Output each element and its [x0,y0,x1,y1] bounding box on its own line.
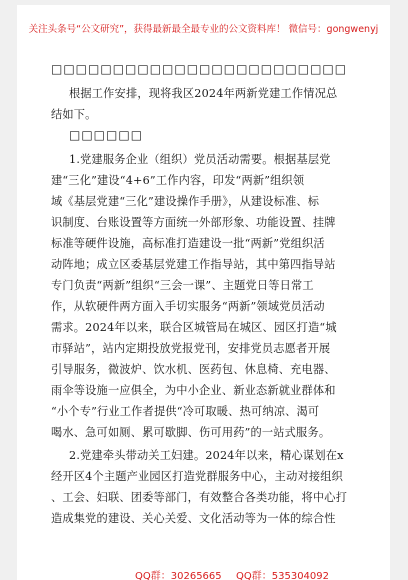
footer-qq-group-2: QQ群：535304092 [236,571,330,580]
paragraph1-line: 作，从软硬件两方面入手切实服务“两新”领域党员活动 [51,300,325,313]
paragraph1-line: 建“三化”建设“4+6”工作内容，印发“两新”组织领 [51,174,305,187]
paragraph1-line: 雨伞等设施一应俱全，为中小企业、新业态新就业群体和 [51,384,336,397]
paragraph1-line: 标准等硬件设施，高标准打造建设一批“两新”党组织活 [51,237,325,250]
intro-line-1: 根据工作安排，现将我区2024年两新党建工作情况总 [69,87,338,100]
paragraph1-line: 动阵地；成立区委基层党建工作指导站，其中第四指导站 [51,258,336,271]
paragraph1-line: “小个专”行业工作者提供“冷可取暖、热可纳凉、渴可 [51,405,320,418]
paragraph1-line: 引导服务，微波炉、饮水机、医药包、休息椅、充电器、 [51,363,336,376]
section-heading: □□□□□□ [69,128,144,142]
paragraph1-line: 市驿站”，站内定期投放党报党刊，安排党员志愿者开展 [51,342,331,355]
paragraph1-line: 专门负责“两新”组织“三会一课”、主题党日等日常工 [51,279,314,292]
paragraph2-line: 2.党建牵头带动关工妇建。2024年以来，精心谋划在x [69,449,344,462]
paragraph2-line: 、工会、妇联、团委等部门，有效整合各类功能，将中心打 [51,491,348,504]
intro-line-2: 结如下。 [51,108,97,121]
paragraph2-line: 造成集党的建设、关心关爱、文化活动等为一体的综合性 [51,512,336,525]
document-page [17,5,390,580]
paragraph1-line: 1.党建服务企业（组织）党员活动需要。根据基层党 [69,153,331,166]
document-title: □□□□□□□□□□□□□□□□□□□□□□□□ [51,62,348,76]
paragraph1-line: 识制度、台账设置等方面统一外部形象、功能设置、挂牌 [51,216,336,229]
paragraph1-line: 域《基层党建“三化”建设操作手册》，从建设标准、标 [51,195,320,208]
paragraph1-line: 需求。2024年以来，联合区城管局在城区、园区打造“城 [51,321,337,334]
paragraph1-line: 喝水、急可如厕、累可歇脚、伤可用药”的一站式服务。 [51,426,331,439]
footer-qq-group-1: QQ群：30265665 [135,571,222,580]
paragraph2-line: 经开区4个主题产业园区打造党群服务中心，主动对接组织 [51,470,344,483]
header-note: 关注头条号“公文研究”，获得最新最全最专业的公文资料库！ 微信号：gongwenyj [28,24,379,35]
